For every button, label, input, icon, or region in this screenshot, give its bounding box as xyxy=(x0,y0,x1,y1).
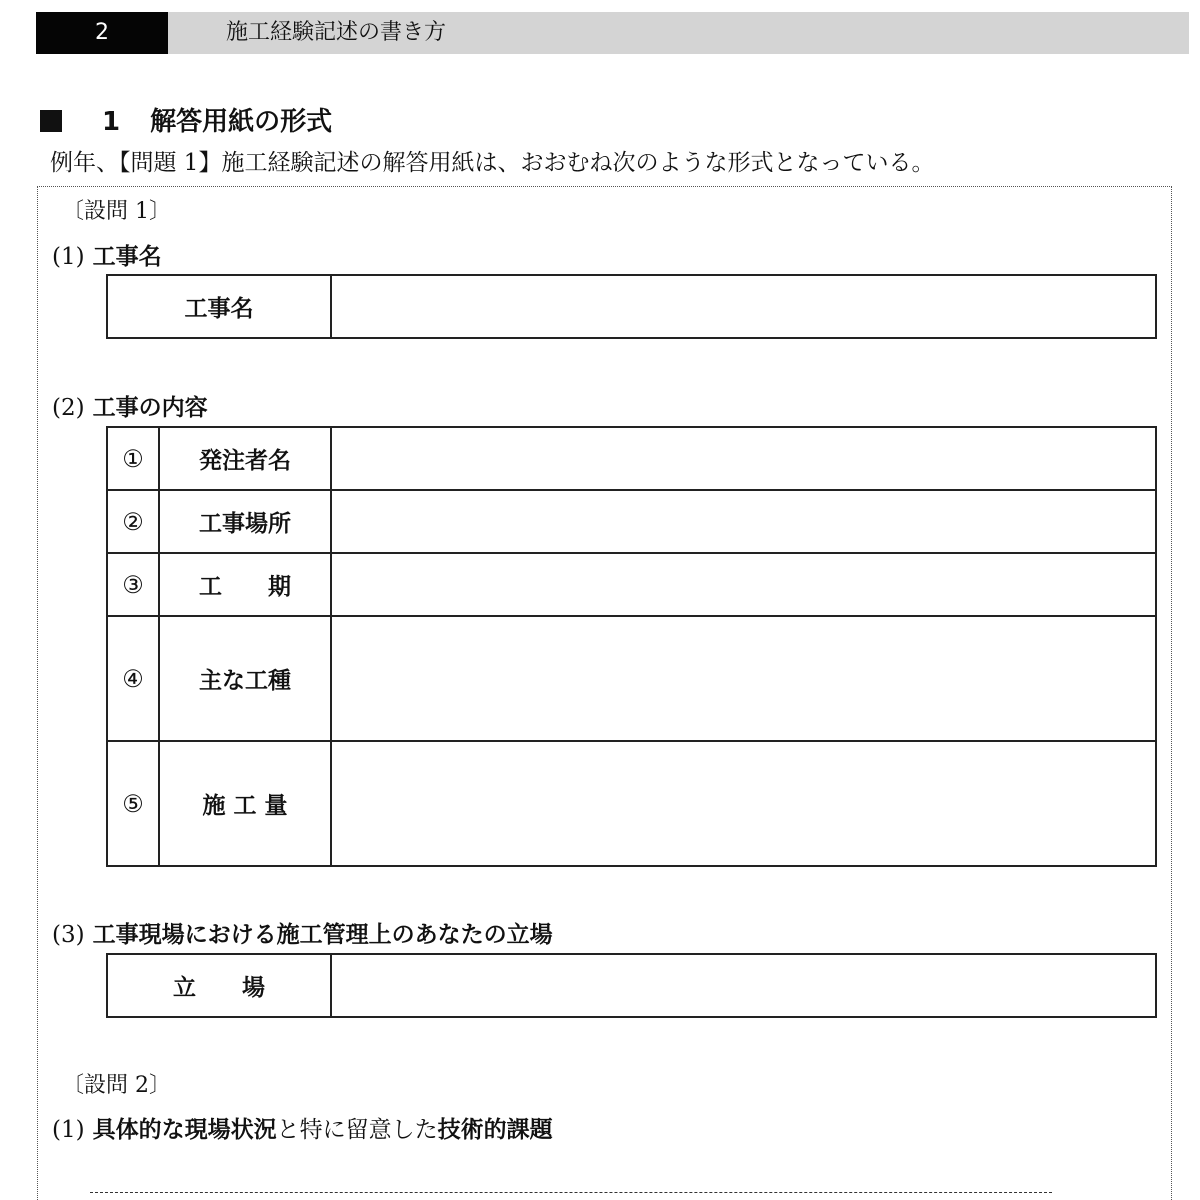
answer-line xyxy=(90,1192,1052,1193)
section-title: 解答用紙の形式 xyxy=(150,107,333,137)
table-row xyxy=(107,553,1156,616)
q2-part1-number: (1) xyxy=(52,1117,85,1143)
project-name-label: 工事名 xyxy=(107,275,331,338)
work-types-answer-field[interactable] xyxy=(331,616,1156,741)
position-table xyxy=(106,953,1157,1018)
row-index: ④ xyxy=(107,616,159,741)
project-name-table xyxy=(106,274,1157,339)
client-answer-field[interactable] xyxy=(331,427,1156,490)
question1-label: 〔設問 1〕 xyxy=(62,199,171,224)
row-index: ③ xyxy=(107,553,159,616)
position-answer-field[interactable] xyxy=(331,954,1156,1017)
project-name-answer-field[interactable] xyxy=(331,275,1156,338)
table-row xyxy=(107,490,1156,553)
square-bullet-icon xyxy=(40,110,62,132)
chapter-title: 施工経験記述の書き方 xyxy=(226,20,447,45)
location-answer-field[interactable] xyxy=(331,490,1156,553)
q1-part3-title: 工事現場における施工管理上のあなたの立場 xyxy=(92,922,553,948)
chapter-number: 2 xyxy=(36,12,168,54)
row-label-work-types: 主な工種 xyxy=(159,616,331,741)
chapter-header-bar xyxy=(36,12,1189,54)
period-answer-field[interactable] xyxy=(331,553,1156,616)
q2-part1-heading xyxy=(52,1111,553,1144)
table-row xyxy=(107,741,1156,866)
row-index: ② xyxy=(107,490,159,553)
quantity-answer-field[interactable] xyxy=(331,741,1156,866)
row-label-quantity: 施 工 量 xyxy=(159,741,331,866)
intro-paragraph: 例年、【問題 1】施工経験記述の解答用紙は、おおむね次のような形式となっている。 xyxy=(50,150,935,176)
question2-label: 〔設問 2〕 xyxy=(62,1073,171,1098)
table-row xyxy=(107,427,1156,490)
section-heading xyxy=(40,104,332,140)
q1-part1-title: 工事名 xyxy=(92,244,162,270)
row-label-location: 工事場所 xyxy=(159,490,331,553)
q1-part1-heading xyxy=(52,238,162,271)
row-label-client: 発注者名 xyxy=(159,427,331,490)
table-row xyxy=(107,616,1156,741)
row-index: ⑤ xyxy=(107,741,159,866)
section-number: 1 xyxy=(102,107,121,137)
q1-part2-number: (2) xyxy=(52,395,85,421)
q2-part1-title-c: 技術的課題 xyxy=(437,1117,553,1143)
q2-part1-title-b: と特に留意した xyxy=(276,1117,438,1143)
q1-part2-title: 工事の内容 xyxy=(92,395,208,421)
project-content-table xyxy=(106,426,1157,867)
q1-part3-number: (3) xyxy=(52,922,85,948)
position-label: 立 場 xyxy=(107,954,331,1017)
row-index: ① xyxy=(107,427,159,490)
q1-part2-heading xyxy=(52,389,208,422)
q1-part3-heading xyxy=(52,916,553,949)
q2-part1-title-a: 具体的な現場状況 xyxy=(92,1117,277,1143)
row-label-period: 工 期 xyxy=(159,553,331,616)
q1-part1-number: (1) xyxy=(52,244,85,270)
